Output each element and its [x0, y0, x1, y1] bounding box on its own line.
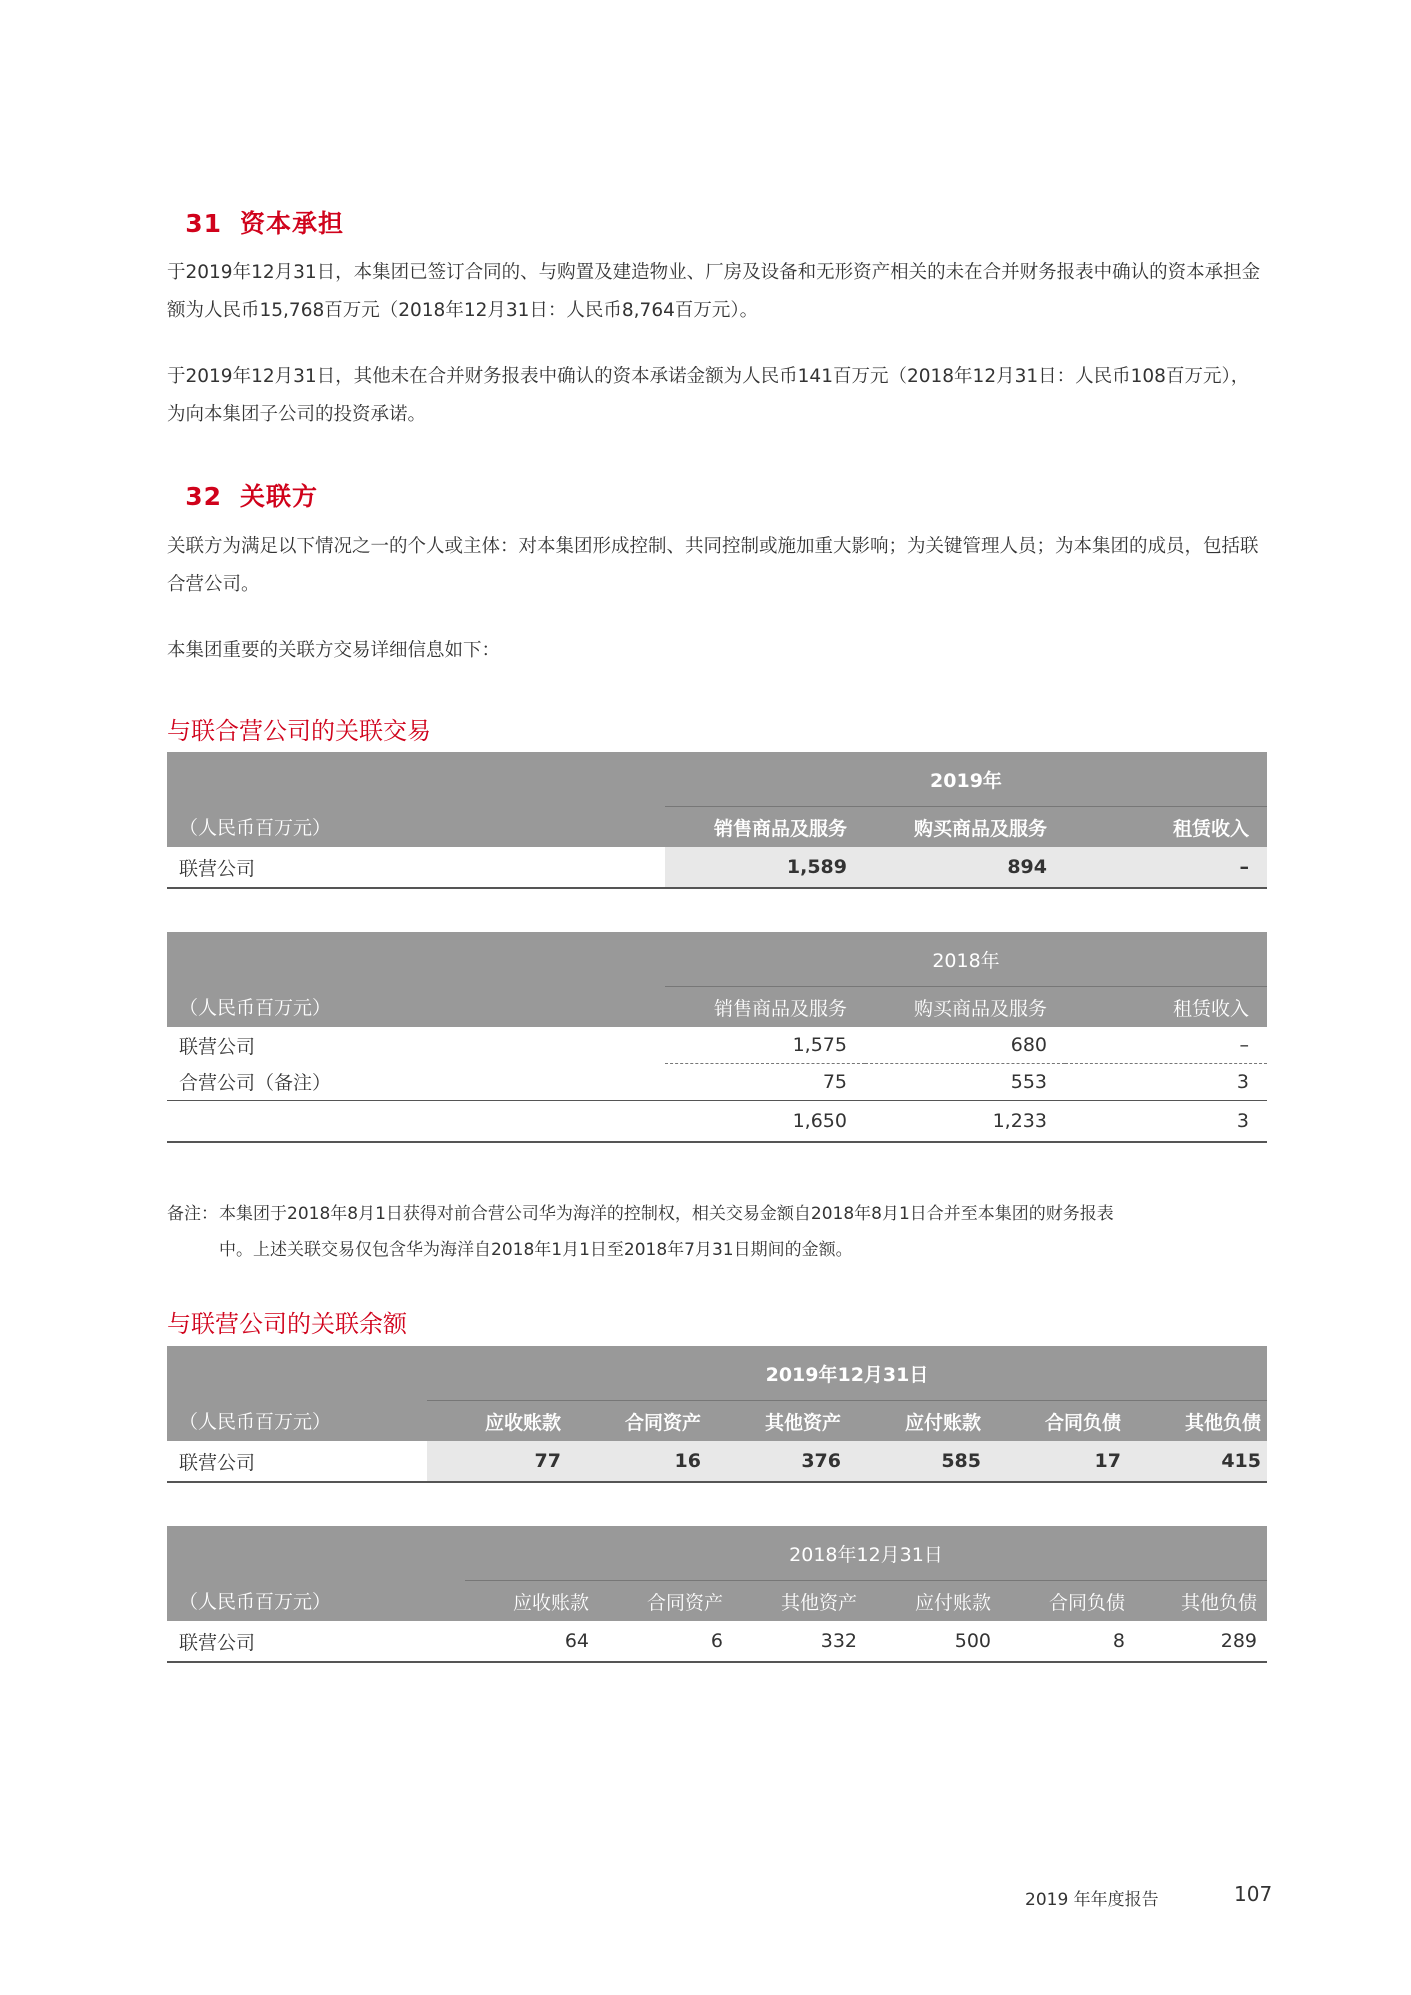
cell-value: –	[1065, 847, 1267, 888]
column-header: 其他负债	[1135, 1581, 1267, 1622]
paragraph: 本集团重要的关联方交易详细信息如下：	[167, 640, 501, 661]
cell-value: 3	[1236, 1071, 1249, 1093]
table-transactions-2018	[167, 932, 1267, 1143]
cell-value: 16	[567, 1441, 707, 1482]
paragraph: 于2019年12月31日，其他未在合并财务报表中确认的资本承诺金额为人民币141百万元（2018年12月31日：人民币108百万元），为向本集团子公司的投资承诺。	[167, 366, 1250, 425]
unit-label: （人民币百万元）	[167, 987, 665, 1028]
column-header: 合同负债	[1001, 1581, 1135, 1622]
date-header: 2019年12月31日	[427, 1346, 1267, 1401]
table-transactions-2019	[167, 752, 1267, 889]
cell-value: 1,589	[665, 847, 865, 888]
cell-value: –	[1065, 1027, 1267, 1064]
row-label: 联营公司	[167, 847, 665, 888]
subsection-title: 与联合营公司的关联交易	[167, 717, 431, 745]
column-header: 租赁收入	[1065, 987, 1267, 1028]
unit-label: （人民币百万元）	[167, 807, 665, 848]
cell-value: 376	[707, 1441, 847, 1482]
total-value: 1,650	[665, 1101, 865, 1143]
note-label: 备注：	[167, 1204, 218, 1224]
cell-value: 75	[822, 1071, 847, 1093]
cell-value: 1,575	[665, 1027, 865, 1064]
paragraph: 于2019年12月31日，本集团已签订合同的、与购置及建造物业、厂房及设备和无形资产相关的未在合并财务报表中确认的资本承担金额为人民币15,768百万元（2018年12月31日：人民币8,764百万元）。	[167, 262, 1261, 321]
column-header: 应收账款	[465, 1581, 599, 1622]
column-header: 应付账款	[847, 1401, 987, 1442]
cell-value: 8	[1001, 1621, 1135, 1662]
table-row	[167, 847, 1267, 888]
section-title: 关联方	[240, 482, 319, 511]
subsection-title: 与联营公司的关联余额	[167, 1310, 407, 1338]
table-row	[167, 1064, 1267, 1101]
table-row	[167, 1441, 1267, 1482]
cell-value: 680	[865, 1027, 1065, 1064]
note	[167, 1196, 1277, 1268]
column-header: 销售商品及服务	[665, 987, 865, 1028]
unit-label: （人民币百万元）	[167, 1401, 427, 1442]
cell-value: 289	[1135, 1621, 1267, 1662]
table-row	[167, 1621, 1267, 1662]
row-label: 合营公司（备注）	[179, 1072, 332, 1095]
column-header: 应付账款	[867, 1581, 1001, 1622]
paragraph: 关联方为满足以下情况之一的个人或主体：对本集团形成控制、共同控制或施加重大影响；为关键管理人员；为本集团的成员，包括联合营公司。	[167, 536, 1259, 595]
note-text: 中。上述关联交易仅包含华为海洋自2018年1月1日至2018年7月31日期间的金额。	[219, 1240, 853, 1260]
row-label: 联营公司	[167, 1441, 427, 1482]
section-number: 31	[185, 209, 222, 238]
cell-value: 17	[987, 1441, 1127, 1482]
column-header: 合同资产	[567, 1401, 707, 1442]
cell-value: 894	[865, 847, 1065, 888]
year-header: 2019年	[665, 752, 1267, 807]
row-label: 联营公司	[179, 1035, 256, 1058]
cell-value: 415	[1127, 1441, 1267, 1482]
total-value: 3	[1065, 1101, 1267, 1143]
section-number: 32	[185, 482, 222, 511]
table-balances-2018	[167, 1526, 1267, 1663]
section-31-heading	[167, 204, 344, 240]
year-header: 2018年	[665, 932, 1267, 987]
unit-label: （人民币百万元）	[167, 1581, 465, 1622]
column-header: 合同资产	[599, 1581, 733, 1622]
footer-report-name: 2019 年年度报告	[1025, 1890, 1159, 1910]
column-header: 购买商品及服务	[865, 807, 1065, 848]
cell-value: 553	[1010, 1071, 1047, 1093]
section-32-heading	[167, 477, 318, 513]
row-label: 联营公司	[167, 1621, 465, 1662]
column-header: 购买商品及服务	[865, 987, 1065, 1028]
cell-value: 500	[867, 1621, 1001, 1662]
column-header: 其他负债	[1127, 1401, 1267, 1442]
section-title: 资本承担	[240, 209, 345, 238]
cell-value: 64	[465, 1621, 599, 1662]
column-header: 租赁收入	[1065, 807, 1267, 848]
column-header: 其他资产	[707, 1401, 847, 1442]
total-value: 1,233	[865, 1101, 1065, 1143]
column-header: 应收账款	[427, 1401, 567, 1442]
cell-value: 332	[733, 1621, 867, 1662]
column-header: 其他资产	[733, 1581, 867, 1622]
column-header: 销售商品及服务	[665, 807, 865, 848]
column-header: 合同负债	[987, 1401, 1127, 1442]
page-number: 107	[1234, 1882, 1273, 1906]
cell-value: 6	[599, 1621, 733, 1662]
table-row	[167, 1027, 1267, 1064]
cell-value: 585	[847, 1441, 987, 1482]
cell-value: 77	[427, 1441, 567, 1482]
date-header: 2018年12月31日	[465, 1526, 1267, 1581]
table-total-row	[167, 1101, 1267, 1143]
table-balances-2019	[167, 1346, 1267, 1483]
note-text: 本集团于2018年8月1日获得对前合营公司华为海洋的控制权，相关交易金额自2018年8月1日合并至本集团的财务报表	[219, 1204, 1114, 1224]
